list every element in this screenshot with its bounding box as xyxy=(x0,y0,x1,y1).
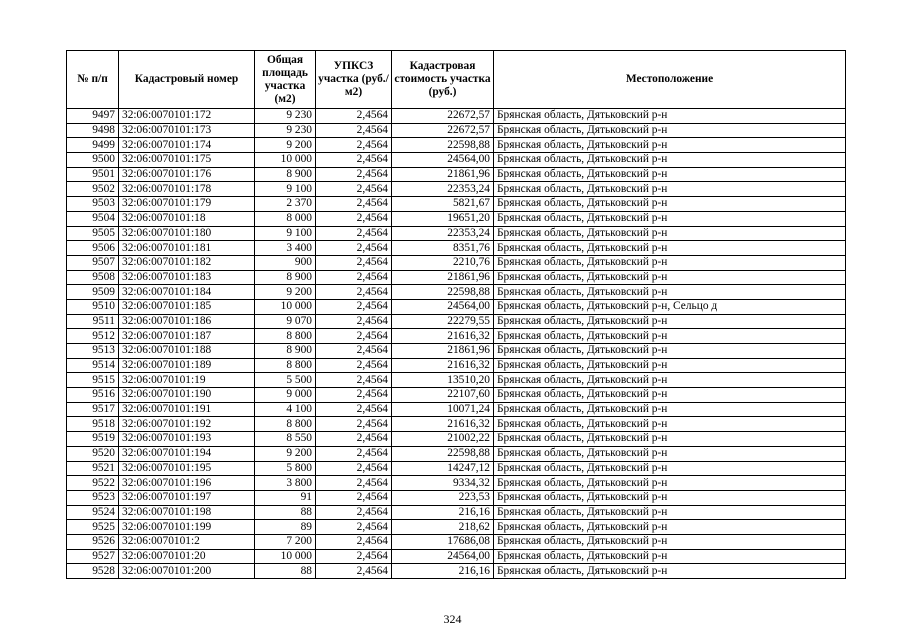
table-row xyxy=(67,476,846,491)
cell-area: 9 230 xyxy=(255,123,316,138)
table-row xyxy=(67,388,846,403)
table-header xyxy=(67,51,846,109)
cell-location: Брянская область, Дятьковский р-н xyxy=(494,564,846,579)
table-row xyxy=(67,505,846,520)
cell-cadastral-value: 21616,32 xyxy=(392,358,494,373)
table-row xyxy=(67,564,846,579)
table-row xyxy=(67,432,846,447)
cell-unit-value: 2,4564 xyxy=(316,285,392,300)
cell-location: Брянская область, Дятьковский р-н xyxy=(494,109,846,124)
cell-cadastral-number: 32:06:0070101:190 xyxy=(119,388,255,403)
cell-cadastral-value: 10071,24 xyxy=(392,402,494,417)
table-row xyxy=(67,138,846,153)
cell-area: 9 100 xyxy=(255,182,316,197)
cell-location: Брянская область, Дятьковский р-н xyxy=(494,123,846,138)
cell-cadastral-number: 32:06:0070101:189 xyxy=(119,358,255,373)
cell-unit-value: 2,4564 xyxy=(316,549,392,564)
cell-unit-value: 2,4564 xyxy=(316,138,392,153)
cell-cadastral-value: 21616,32 xyxy=(392,329,494,344)
cell-cadastral-number: 32:06:0070101:20 xyxy=(119,549,255,564)
cell-area: 5 500 xyxy=(255,373,316,388)
table-row xyxy=(67,417,846,432)
table-row xyxy=(67,358,846,373)
cell-area: 3 400 xyxy=(255,241,316,256)
cell-cadastral-value: 9334,32 xyxy=(392,476,494,491)
cell-location: Брянская область, Дятьковский р-н xyxy=(494,461,846,476)
table-row xyxy=(67,549,846,564)
cell-cadastral-value: 24564,00 xyxy=(392,299,494,314)
cell-row-number: 9509 xyxy=(67,285,119,300)
table-row xyxy=(67,446,846,461)
cell-cadastral-number: 32:06:0070101:179 xyxy=(119,197,255,212)
cell-unit-value: 2,4564 xyxy=(316,564,392,579)
table-row xyxy=(67,270,846,285)
cell-cadastral-number: 32:06:0070101:187 xyxy=(119,329,255,344)
cell-row-number: 9500 xyxy=(67,153,119,168)
cell-location: Брянская область, Дятьковский р-н xyxy=(494,255,846,270)
cell-cadastral-value: 21861,96 xyxy=(392,344,494,359)
cell-cadastral-value: 22279,55 xyxy=(392,314,494,329)
cell-location: Брянская область, Дятьковский р-н xyxy=(494,241,846,256)
cell-cadastral-number: 32:06:0070101:191 xyxy=(119,402,255,417)
cell-location: Брянская область, Дятьковский р-н xyxy=(494,226,846,241)
cell-area: 4 100 xyxy=(255,402,316,417)
cell-unit-value: 2,4564 xyxy=(316,167,392,182)
cell-unit-value: 2,4564 xyxy=(316,344,392,359)
table-row xyxy=(67,241,846,256)
cell-unit-value: 2,4564 xyxy=(316,476,392,491)
cell-cadastral-number: 32:06:0070101:181 xyxy=(119,241,255,256)
cell-area: 91 xyxy=(255,490,316,505)
cell-row-number: 9512 xyxy=(67,329,119,344)
cell-area: 900 xyxy=(255,255,316,270)
table-row xyxy=(67,226,846,241)
header-cadastral-number: Кадастровый номер xyxy=(119,51,255,109)
cell-cadastral-value: 223,53 xyxy=(392,490,494,505)
cell-cadastral-value: 22598,88 xyxy=(392,285,494,300)
cell-row-number: 9499 xyxy=(67,138,119,153)
cell-area: 2 370 xyxy=(255,197,316,212)
cell-row-number: 9508 xyxy=(67,270,119,285)
cell-cadastral-number: 32:06:0070101:197 xyxy=(119,490,255,505)
cell-row-number: 9501 xyxy=(67,167,119,182)
table-row xyxy=(67,255,846,270)
cell-row-number: 9525 xyxy=(67,520,119,535)
cell-area: 8 900 xyxy=(255,344,316,359)
cell-unit-value: 2,4564 xyxy=(316,241,392,256)
cell-unit-value: 2,4564 xyxy=(316,446,392,461)
cell-unit-value: 2,4564 xyxy=(316,490,392,505)
cell-unit-value: 2,4564 xyxy=(316,417,392,432)
cell-location: Брянская область, Дятьковский р-н xyxy=(494,358,846,373)
cell-row-number: 9515 xyxy=(67,373,119,388)
cell-location: Брянская область, Дятьковский р-н xyxy=(494,446,846,461)
cell-location: Брянская область, Дятьковский р-н xyxy=(494,520,846,535)
table-row xyxy=(67,461,846,476)
table-row xyxy=(67,285,846,300)
cell-location: Брянская область, Дятьковский р-н xyxy=(494,344,846,359)
cell-cadastral-value: 21861,96 xyxy=(392,167,494,182)
cell-location: Брянская область, Дятьковский р-н xyxy=(494,197,846,212)
cell-cadastral-value: 218,62 xyxy=(392,520,494,535)
header-row-number: № п/п xyxy=(67,51,119,109)
cell-location: Брянская область, Дятьковский р-н xyxy=(494,549,846,564)
cell-location: Брянская область, Дятьковский р-н xyxy=(494,417,846,432)
cell-cadastral-number: 32:06:0070101:196 xyxy=(119,476,255,491)
cell-row-number: 9503 xyxy=(67,197,119,212)
cell-row-number: 9518 xyxy=(67,417,119,432)
cell-unit-value: 2,4564 xyxy=(316,358,392,373)
header-cadastral-value: Кадастровая стоимость участка (руб.) xyxy=(392,51,494,109)
cell-row-number: 9505 xyxy=(67,226,119,241)
cell-area: 10 000 xyxy=(255,299,316,314)
cell-row-number: 9522 xyxy=(67,476,119,491)
cell-cadastral-value: 21861,96 xyxy=(392,270,494,285)
cell-cadastral-number: 32:06:0070101:18 xyxy=(119,211,255,226)
cell-cadastral-number: 32:06:0070101:172 xyxy=(119,109,255,124)
table-row xyxy=(67,314,846,329)
cell-location: Брянская область, Дятьковский р-н xyxy=(494,329,846,344)
cell-cadastral-number: 32:06:0070101:199 xyxy=(119,520,255,535)
cell-cadastral-number: 32:06:0070101:175 xyxy=(119,153,255,168)
cell-cadastral-value: 24564,00 xyxy=(392,153,494,168)
cell-location: Брянская область, Дятьковский р-н, Сельцо д xyxy=(494,299,846,314)
cell-location: Брянская область, Дятьковский р-н xyxy=(494,476,846,491)
cell-cadastral-number: 32:06:0070101:192 xyxy=(119,417,255,432)
cell-area: 8 800 xyxy=(255,417,316,432)
cell-area: 9 100 xyxy=(255,226,316,241)
cell-cadastral-value: 216,16 xyxy=(392,564,494,579)
cell-unit-value: 2,4564 xyxy=(316,270,392,285)
cell-location: Брянская область, Дятьковский р-н xyxy=(494,182,846,197)
cell-row-number: 9527 xyxy=(67,549,119,564)
cell-row-number: 9510 xyxy=(67,299,119,314)
cell-area: 5 800 xyxy=(255,461,316,476)
cell-unit-value: 2,4564 xyxy=(316,226,392,241)
cell-cadastral-value: 216,16 xyxy=(392,505,494,520)
cell-cadastral-number: 32:06:0070101:2 xyxy=(119,534,255,549)
cell-cadastral-number: 32:06:0070101:185 xyxy=(119,299,255,314)
cell-unit-value: 2,4564 xyxy=(316,153,392,168)
cell-cadastral-number: 32:06:0070101:19 xyxy=(119,373,255,388)
cell-cadastral-number: 32:06:0070101:195 xyxy=(119,461,255,476)
table-row xyxy=(67,167,846,182)
cell-cadastral-number: 32:06:0070101:174 xyxy=(119,138,255,153)
cell-cadastral-number: 32:06:0070101:194 xyxy=(119,446,255,461)
cell-area: 9 200 xyxy=(255,138,316,153)
cell-cadastral-number: 32:06:0070101:182 xyxy=(119,255,255,270)
cadastral-table xyxy=(66,50,846,579)
table-row xyxy=(67,402,846,417)
cell-location: Брянская область, Дятьковский р-н xyxy=(494,490,846,505)
table-row xyxy=(67,109,846,124)
cell-cadastral-value: 22672,57 xyxy=(392,123,494,138)
cell-cadastral-value: 22353,24 xyxy=(392,226,494,241)
cell-row-number: 9516 xyxy=(67,388,119,403)
cell-area: 9 070 xyxy=(255,314,316,329)
cell-location: Брянская область, Дятьковский р-н xyxy=(494,314,846,329)
table-row xyxy=(67,153,846,168)
cell-cadastral-number: 32:06:0070101:180 xyxy=(119,226,255,241)
header-unit-value: УПКСЗ участка (руб./м2) xyxy=(316,51,392,109)
cell-area: 7 200 xyxy=(255,534,316,549)
cell-cadastral-value: 14247,12 xyxy=(392,461,494,476)
table-row xyxy=(67,329,846,344)
cell-cadastral-value: 21616,32 xyxy=(392,417,494,432)
cell-unit-value: 2,4564 xyxy=(316,197,392,212)
cell-row-number: 9507 xyxy=(67,255,119,270)
cell-cadastral-number: 32:06:0070101:200 xyxy=(119,564,255,579)
cell-area: 8 900 xyxy=(255,167,316,182)
table-row xyxy=(67,344,846,359)
table-row xyxy=(67,534,846,549)
cell-row-number: 9511 xyxy=(67,314,119,329)
cell-cadastral-number: 32:06:0070101:173 xyxy=(119,123,255,138)
cell-row-number: 9521 xyxy=(67,461,119,476)
cell-unit-value: 2,4564 xyxy=(316,255,392,270)
cell-area: 8 800 xyxy=(255,329,316,344)
table-body xyxy=(67,109,846,579)
cell-area: 10 000 xyxy=(255,549,316,564)
cell-area: 9 000 xyxy=(255,388,316,403)
cell-cadastral-number: 32:06:0070101:198 xyxy=(119,505,255,520)
cell-row-number: 9520 xyxy=(67,446,119,461)
cell-unit-value: 2,4564 xyxy=(316,432,392,447)
table-row xyxy=(67,182,846,197)
table-row xyxy=(67,211,846,226)
cell-row-number: 9517 xyxy=(67,402,119,417)
cell-row-number: 9526 xyxy=(67,534,119,549)
cell-unit-value: 2,4564 xyxy=(316,182,392,197)
cell-row-number: 9523 xyxy=(67,490,119,505)
cell-cadastral-value: 17686,08 xyxy=(392,534,494,549)
cell-cadastral-number: 32:06:0070101:178 xyxy=(119,182,255,197)
cell-row-number: 9497 xyxy=(67,109,119,124)
cell-unit-value: 2,4564 xyxy=(316,520,392,535)
cell-location: Брянская область, Дятьковский р-н xyxy=(494,373,846,388)
cell-row-number: 9524 xyxy=(67,505,119,520)
header-location: Местоположение xyxy=(494,51,846,109)
table-row xyxy=(67,123,846,138)
cell-area: 10 000 xyxy=(255,153,316,168)
cell-area: 8 800 xyxy=(255,358,316,373)
cell-area: 9 230 xyxy=(255,109,316,124)
cell-location: Брянская область, Дятьковский р-н xyxy=(494,402,846,417)
cell-location: Брянская область, Дятьковский р-н xyxy=(494,211,846,226)
cell-cadastral-number: 32:06:0070101:188 xyxy=(119,344,255,359)
table-row xyxy=(67,490,846,505)
cell-area: 9 200 xyxy=(255,285,316,300)
header-area: Общая площадь участка (м2) xyxy=(255,51,316,109)
cell-area: 8 000 xyxy=(255,211,316,226)
cell-row-number: 9506 xyxy=(67,241,119,256)
cell-cadastral-value: 22598,88 xyxy=(392,138,494,153)
cell-unit-value: 2,4564 xyxy=(316,123,392,138)
cell-cadastral-value: 13510,20 xyxy=(392,373,494,388)
cell-unit-value: 2,4564 xyxy=(316,299,392,314)
cell-unit-value: 2,4564 xyxy=(316,211,392,226)
cell-cadastral-number: 32:06:0070101:176 xyxy=(119,167,255,182)
cell-cadastral-value: 8351,76 xyxy=(392,241,494,256)
cell-unit-value: 2,4564 xyxy=(316,109,392,124)
cell-cadastral-value: 21002,22 xyxy=(392,432,494,447)
cell-unit-value: 2,4564 xyxy=(316,534,392,549)
cell-area: 8 900 xyxy=(255,270,316,285)
cell-location: Брянская область, Дятьковский р-н xyxy=(494,270,846,285)
table-row xyxy=(67,197,846,212)
cell-cadastral-value: 22107,60 xyxy=(392,388,494,403)
cell-area: 8 550 xyxy=(255,432,316,447)
cell-unit-value: 2,4564 xyxy=(316,388,392,403)
cell-location: Брянская область, Дятьковский р-н xyxy=(494,388,846,403)
cell-unit-value: 2,4564 xyxy=(316,373,392,388)
cell-cadastral-value: 19651,20 xyxy=(392,211,494,226)
cell-row-number: 9514 xyxy=(67,358,119,373)
cell-row-number: 9513 xyxy=(67,344,119,359)
cell-area: 9 200 xyxy=(255,446,316,461)
cell-cadastral-value: 22353,24 xyxy=(392,182,494,197)
cell-area: 88 xyxy=(255,564,316,579)
cell-location: Брянская область, Дятьковский р-н xyxy=(494,153,846,168)
cell-unit-value: 2,4564 xyxy=(316,461,392,476)
cell-cadastral-value: 2210,76 xyxy=(392,255,494,270)
cell-area: 88 xyxy=(255,505,316,520)
cell-cadastral-value: 24564,00 xyxy=(392,549,494,564)
header-row xyxy=(67,51,846,109)
cell-cadastral-number: 32:06:0070101:186 xyxy=(119,314,255,329)
cell-row-number: 9519 xyxy=(67,432,119,447)
cell-location: Брянская область, Дятьковский р-н xyxy=(494,138,846,153)
cell-unit-value: 2,4564 xyxy=(316,329,392,344)
cell-unit-value: 2,4564 xyxy=(316,402,392,417)
cell-location: Брянская область, Дятьковский р-н xyxy=(494,505,846,520)
cell-location: Брянская область, Дятьковский р-н xyxy=(494,432,846,447)
cell-row-number: 9502 xyxy=(67,182,119,197)
cell-area: 89 xyxy=(255,520,316,535)
cell-cadastral-number: 32:06:0070101:193 xyxy=(119,432,255,447)
cell-unit-value: 2,4564 xyxy=(316,505,392,520)
cell-location: Брянская область, Дятьковский р-н xyxy=(494,534,846,549)
cell-area: 3 800 xyxy=(255,476,316,491)
cell-location: Брянская область, Дятьковский р-н xyxy=(494,167,846,182)
cell-row-number: 9504 xyxy=(67,211,119,226)
table-row xyxy=(67,299,846,314)
table-row xyxy=(67,373,846,388)
cell-location: Брянская область, Дятьковский р-н xyxy=(494,285,846,300)
cell-cadastral-number: 32:06:0070101:184 xyxy=(119,285,255,300)
cell-cadastral-value: 22672,57 xyxy=(392,109,494,124)
page-number: 324 xyxy=(443,612,462,626)
cell-row-number: 9528 xyxy=(67,564,119,579)
cell-cadastral-value: 5821,67 xyxy=(392,197,494,212)
cell-row-number: 9498 xyxy=(67,123,119,138)
cell-cadastral-value: 22598,88 xyxy=(392,446,494,461)
table-row xyxy=(67,520,846,535)
cell-cadastral-number: 32:06:0070101:183 xyxy=(119,270,255,285)
cell-unit-value: 2,4564 xyxy=(316,314,392,329)
